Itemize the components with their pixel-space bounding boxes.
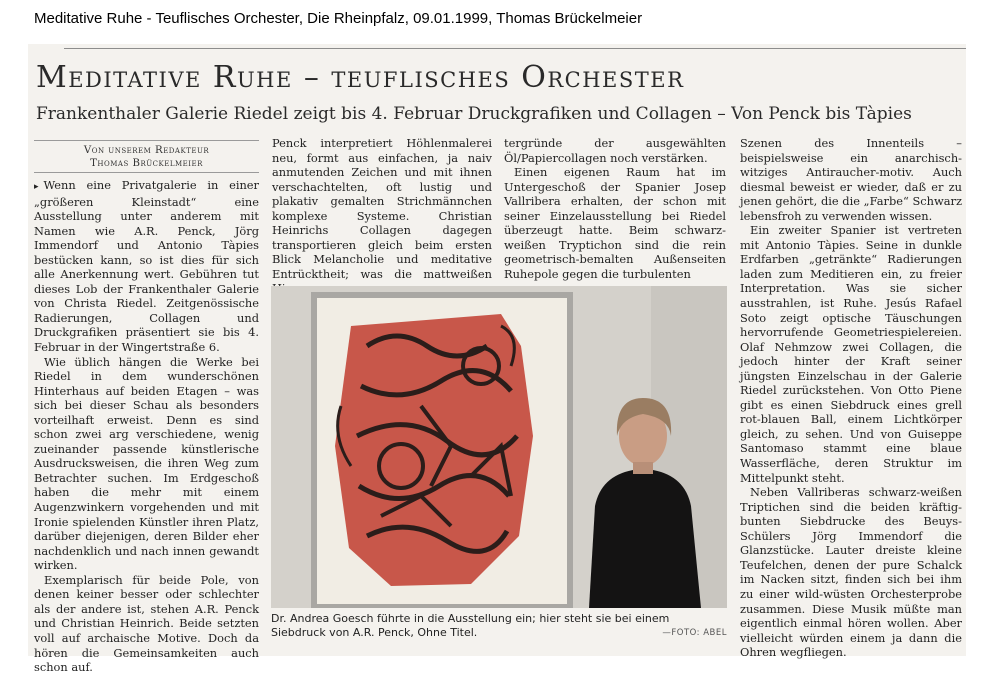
- paragraph: Wie üblich hängen die Werke bei Riedel in dem wunderschönen Hinterhaus auf beiden Etagen – was sich bei dieser Schau als besonders vorteilhaft erweist. Denn es sind schon zwei arg verschiedene, wenig zueinander passende künstlerische Ausdrucksweisen, die ihren Weg zum Betrachter suchen. Im Erdgeschoß haben die mehr mit einem Augenzwinkern vorgehenden und mit Ironie spielenden Künstler ihren Platz, darüber diejenigen, deren Bilder eher nachdenklich und nach innen gewandt wirken.: [34, 354, 259, 573]
- photo-illustration: [271, 286, 727, 608]
- photo-caption: [271, 612, 727, 640]
- newspaper-clipping: [28, 44, 966, 675]
- article-column-3: [504, 136, 726, 281]
- byline-line-2: Thomas Brückelmeier: [90, 158, 203, 169]
- penck-silkscreen-print: [335, 314, 533, 586]
- paragraph: Exemplarisch für beide Pole, von denen keiner besser oder schlechter als der andere ist, stehen A.R. Penck und Christian Heinrich. Beide setzten voll auf archaische Motive. Doch da hören die Gemeinsamkeiten auch schon auf.: [34, 572, 259, 675]
- article-column-1: [34, 178, 259, 675]
- article-column-2: [272, 136, 492, 296]
- paragraph: Szenen des Innenteils – beispielsweise ein anarchisch-witziges Antiraucher-motiv. Auch diesmal beweist er wieder, daß er zu jenen gehört, die die „Farbe“ Schwarz lebensfroh zu verwenden wissen.: [740, 136, 962, 223]
- caption-text: Dr. Andrea Goesch führte in die Ausstellung ein; hier steht sie bei einem Siebdruck von A.R. Penck, Ohne Titel.: [271, 612, 670, 639]
- byline-line-1: Von unserem Redakteur: [83, 145, 210, 156]
- article-column-4: [740, 136, 962, 660]
- headline: Meditative Ruhe – teuflisches Orchester: [36, 60, 685, 95]
- source-line: Meditative Ruhe - Teuflisches Orchester, Die Rheinpfalz, 09.01.1999, Thomas Brückelmeier: [34, 10, 643, 27]
- byline-rule-bottom: [34, 172, 259, 173]
- byline: [34, 144, 259, 170]
- paragraph-text: Wenn eine Privatgalerie in einer „größeren Kleinstadt“ eine Ausstellung unter anderem mit Namen wie A.R. Penck, Jörg Immendorf und Antonio Tàpies bestücken kann, so ist dies für sich alle Anerkennung wert. Gebühren tut dieses Lob der Frankenthaler Galerie von Christa Riedel. Zeitgenössische Radierungen, Collagen und Druckgrafiken präsentiert sie bis 4. Februar in der Wingertstraße 6.: [34, 178, 259, 355]
- paragraph: Neben Vallriberas schwarz-weißen Triptichen sind die beiden kräftig-bunten Siebdrucke des Beuys-Schülers Jörg Immendorf die Glanzstücke. Lauter dreiste kleine Teufelchen, denen der pure Schalck im Nacken sitzt, finden sich bei ihm zu einer wild-wüsten Orchesterprobe zusammen. Diese Musik müßte man eigentlich einmal hören wollen. Aber vielleicht würden einem ja dann die Ohren wegfliegen.: [740, 485, 962, 660]
- paragraph: Ein zweiter Spanier ist vertreten mit Antonio Tàpies. Seine in dunkle Erdfarben „getränkte“ Radierungen laden zum Meditieren ein, zu freier Interpretation. Was sie sicher ausstrahlen, ist Ruhe. Jesús Rafael Soto zeigt optische Täuschungen hervorrufende Geometriespielereien. Olaf Nehmzow zwei Collagen, die jedoch hinter der Kraft seiner jüngsten Einzelschau in der Galerie Riedel zurückstehen. Von Otto Piene gibt es einen Siebdruck eines grell rot-blauen Ball, einem Lichtkörper gleich, zu sehen. Und von Guiseppe Santomaso stammt eine blaue Wasserfläche, deren Struktur im Mittelpunkt steht.: [740, 223, 962, 485]
- photo-credit: —FOTO: ABEL: [662, 628, 727, 638]
- byline-rule-top: [34, 140, 259, 141]
- subheadline: Frankenthaler Galerie Riedel zeigt bis 4. Februar Druckgrafiken und Collagen – Von Penck bis Tàpies: [36, 104, 912, 124]
- paragraph: Einen eigenen Raum hat im Untergeschoß der Spanier Josep Vallribera erhalten, der schon mit seiner Einzelausstellung bei Riedel überzeugt hatte. Beim schwarz-weißen Tryptichon sind die rein geometrisch-bemalten Außenseiten Ruhepole gegen die turbulenten: [504, 165, 726, 281]
- exhibition-photo: [271, 286, 727, 608]
- paragraph: tergründe der ausgewählten Öl/Papiercollagen noch verstärken.: [504, 136, 726, 165]
- paragraph-marker-icon: ▸: [34, 182, 39, 192]
- top-rule: [64, 48, 966, 49]
- paragraph: [34, 178, 259, 355]
- paragraph: Penck interpretiert Höhlenmalerei neu, formt aus einfachen, ja naiv anmutenden Zeichen und mit ihnen verschachtelten, oft lustig und plakativ gemalten Strichmännchen komplexe Systeme. Christian Heinrichs Collagen dagegen transportieren gleich beim ersten Blick Melancholie und meditative Entrücktheit; was die mattweißen: [272, 136, 492, 281]
